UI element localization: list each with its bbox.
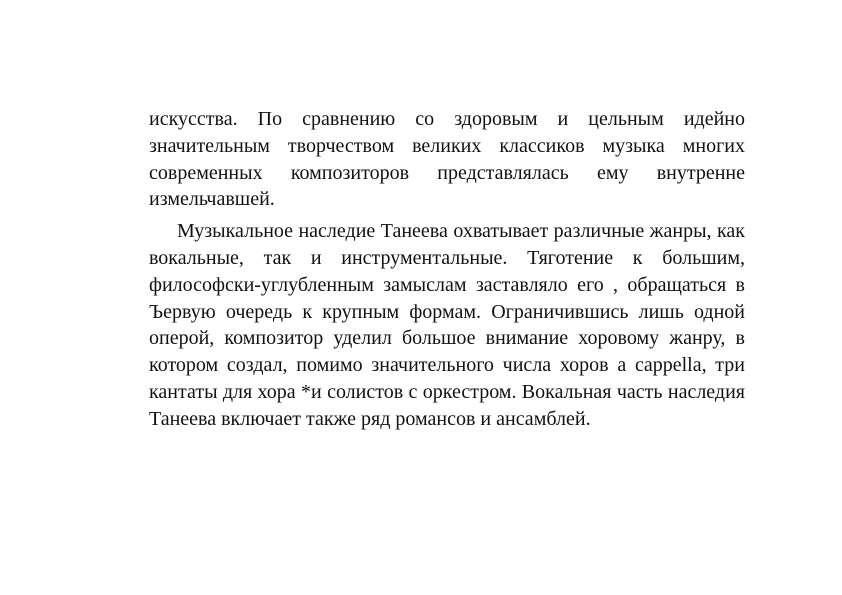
document-body [149,106,745,433]
paragraph-taneyev-legacy: Музыкальное наследие Танеева охватывает различные жанры, как вокальные, так и инструментальные. Тяготение к большим, философски-углубленным замыслам заставляло его , обращаться в Ъервую очередь к крупным формам. Ограничившись лишь одной оперой, композитор уделил большое внимание хоровому жанру, в котором создал, помимо значительного числа хоров a cappella, три кантаты для хора *и солистов с оркестром. Вокальная часть наследия Танеева включает также ряд романсов и ансамблей. [149,220,745,430]
paragraph-continuation: искусства. По сравнению со здоровым и цельным идейно значительным творчеством великих классиков музыка многих современных композиторов представлялась ему внутренне измельчавшей. [149,108,745,211]
